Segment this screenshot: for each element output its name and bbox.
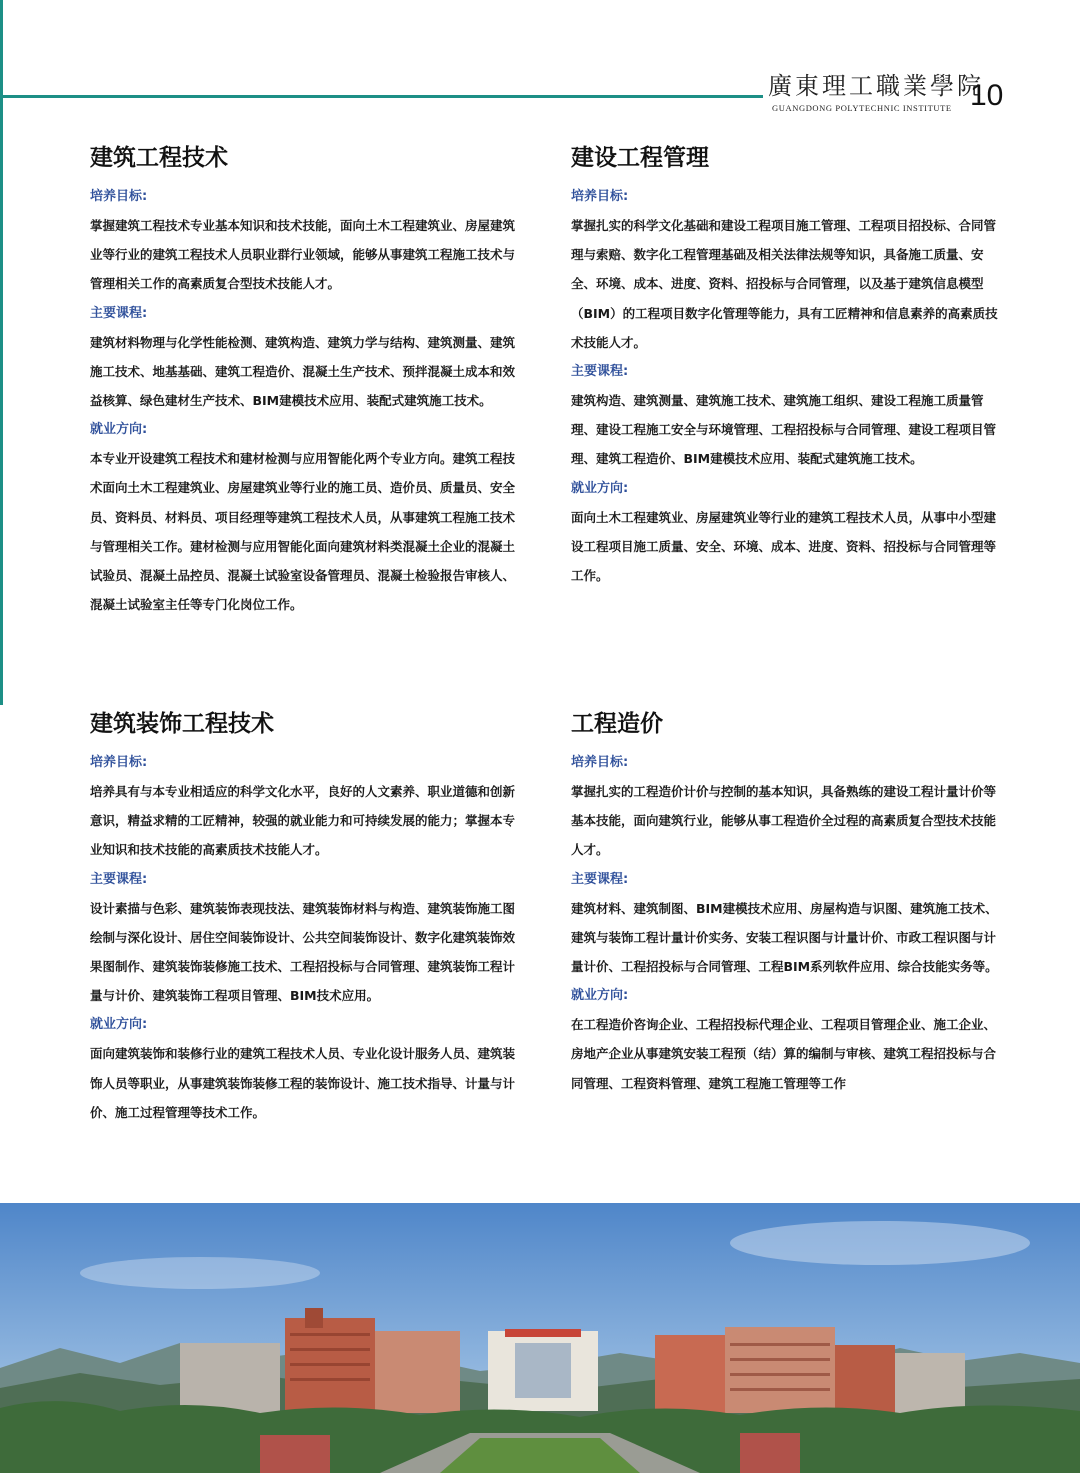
career-text: 面向土木工程建筑业、房屋建筑业等行业的建筑工程技术人员，从事中小型建设工程项目施工质量、安全、环境、成本、进度、资料、招投标与合同管理等工作。	[571, 509, 997, 584]
career-text: 本专业开设建筑工程技术和建材检测与应用智能化两个专业方向。建筑工程技术面向土木工程建筑业、房屋建筑业等行业的施工员、造价员、质量员、安全员、资料员、材料员、项目经理等建筑工程技术人员，从事建筑工程施工技术与管理相关工作。建材检测与应用智能化面向建筑材料类混凝土企业的混凝土试验员、混凝土品控员、混凝土试验室设备管理员、混凝土检验报告审核人、混凝土试验室主任等专门化岗位工作。	[90, 451, 516, 613]
section-construction-engineering	[90, 143, 518, 619]
courses-label: 主要课程:	[90, 871, 148, 887]
section-title: 建设工程管理	[571, 145, 709, 171]
courses-label: 主要课程:	[571, 364, 629, 380]
career-label: 就业方向:	[571, 988, 629, 1004]
page-number: 10	[970, 79, 1004, 112]
goal-text: 掌握建筑工程技术专业基本知识和技术技能，面向土木工程建筑业、房屋建筑业等行业的建筑工程技术人员职业群行业领域，能够从事建筑工程施工技术与管理相关工作的高素质复合型技术技能人才。	[90, 218, 516, 292]
section-title: 建筑装饰工程技术	[90, 711, 274, 737]
goal-label: 培养目标:	[571, 755, 629, 770]
career-label: 就业方向:	[90, 422, 148, 438]
goal-label: 培养目标:	[571, 189, 629, 204]
campus-photo	[0, 1203, 1080, 1473]
courses-text: 建筑材料物理与化学性能检测、建筑构造、建筑力学与结构、建筑测量、建筑施工技术、地基基础、建筑工程造价、混凝土生产技术、预拌混凝土成本和效益核算、绿色建材生产技术、BIM建模技术应用、装配式建筑施工技术。	[90, 334, 516, 409]
section-engineering-cost	[571, 709, 999, 1098]
courses-text: 设计素描与色彩、建筑装饰表现技法、建筑装饰材料与构造、建筑装饰施工图绘制与深化设计、居住空间装饰设计、公共空间装饰设计、数字化建筑装饰效果图制作、建筑装饰装修施工技术、工程招投标与合同管理、建筑装饰工程计量与计价、建筑装饰工程项目管理、BIM技术应用。	[90, 900, 516, 1004]
goal-text: 掌握扎实的科学文化基础和建设工程项目施工管理、工程项目招投标、合同管理与索赔、数字化工程管理基础及相关法律法规等知识，具备施工质量、安全、环境、成本、进度、资料、招投标与合同管理，以及基于建筑信息模型（BIM）的工程项目数字化管理等能力，具有工匠精神和信息素养的高素质技术技能人才。	[571, 218, 998, 350]
header-rule	[3, 95, 763, 98]
goal-label: 培养目标:	[90, 755, 148, 770]
school-name-cn: 廣東理工職業學院	[768, 72, 984, 100]
courses-label: 主要课程:	[571, 871, 629, 887]
left-accent-bar	[0, 0, 3, 705]
career-label: 就业方向:	[571, 480, 629, 496]
school-logo	[768, 72, 984, 118]
section-title: 建筑工程技术	[90, 145, 228, 171]
goal-label: 培养目标:	[90, 189, 148, 204]
courses-text: 建筑材料、建筑制图、BIM建模技术应用、房屋构造与识图、建筑施工技术、建筑与装饰工程计量计价实务、安装工程识图与计量计价、市政工程识图与计量计价、工程招投标与合同管理、工程BIM系列软件应用、综合技能实务等。	[571, 900, 998, 975]
courses-label: 主要课程:	[90, 305, 148, 321]
career-label: 就业方向:	[90, 1017, 148, 1033]
section-title: 工程造价	[571, 711, 663, 737]
courses-text: 建筑构造、建筑测量、建筑施工技术、建筑施工组织、建设工程施工质量管理、建设工程施工安全与环境管理、工程招投标与合同管理、建设工程项目管理、建筑工程造价、BIM建模技术应用、装配式建筑施工技术。	[571, 393, 997, 467]
goal-text: 掌握扎实的工程造价计价与控制的基本知识，具备熟练的建设工程计量计价等基本技能，面向建筑行业，能够从事工程造价全过程的高素质复合型技术技能人才。	[571, 784, 997, 858]
section-construction-management	[571, 143, 999, 590]
career-text: 在工程造价咨询企业、工程招投标代理企业、工程项目管理企业、施工企业、房地产企业从事建筑安装工程预（结）算的编制与审核、建筑工程招投标与合同管理、工程资料管理、建筑工程施工管理等工作	[571, 1017, 997, 1091]
goal-text: 培养具有与本专业相适应的科学文化水平，良好的人文素养、职业道德和创新意识，精益求精的工匠精神，较强的就业能力和可持续发展的能力；掌握本专业知识和技术技能的高素质技术技能人才。	[90, 784, 516, 858]
school-name-en: GUANGDONG POLYTECHNIC INSTITUTE	[772, 103, 952, 113]
section-decoration-engineering	[90, 709, 518, 1127]
career-text: 面向建筑装饰和装修行业的建筑工程技术人员、专业化设计服务人员、建筑装饰人员等职业，从事建筑装饰装修工程的装饰设计、施工技术指导、计量与计价、施工过程管理等技术工作。	[90, 1046, 516, 1120]
